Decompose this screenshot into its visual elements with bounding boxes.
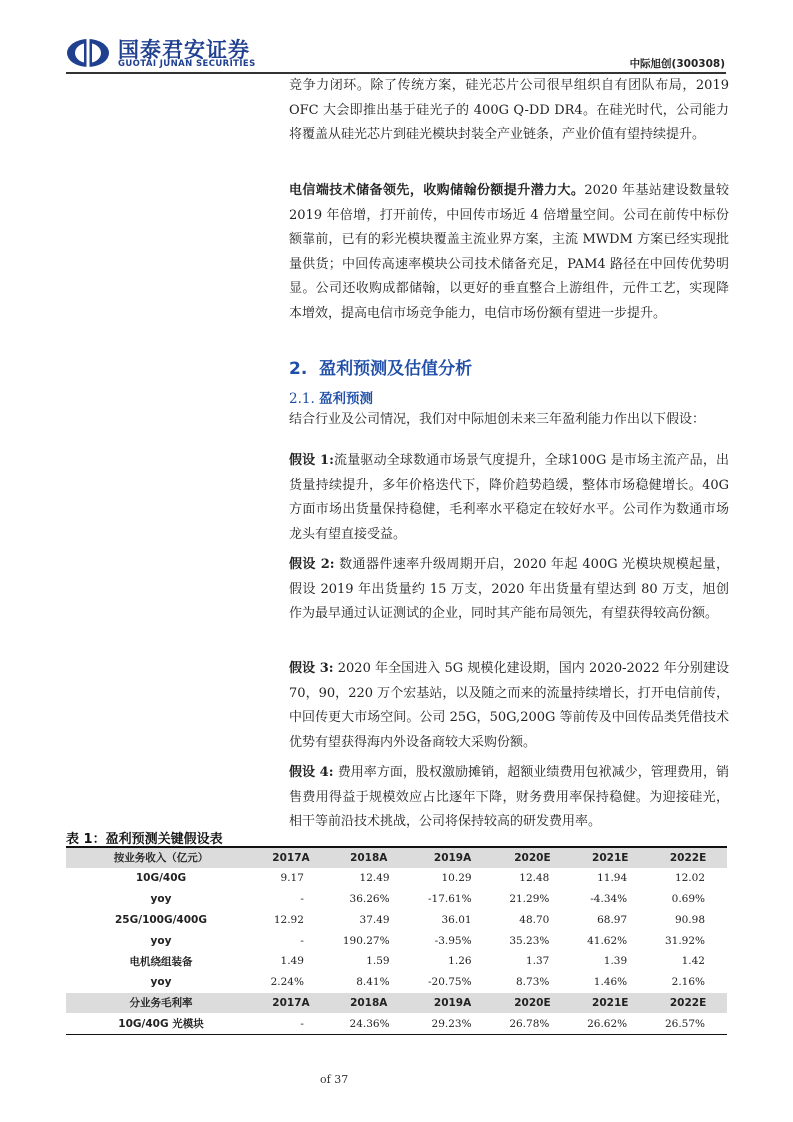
- table-cell: 41.62%: [587, 934, 628, 947]
- assumption-4-lead: 假设 4:: [289, 765, 334, 780]
- forecast-assumptions-table: [66, 846, 727, 1035]
- table-cell: 1.49: [280, 955, 304, 968]
- table-cell: 2018A: [326, 993, 412, 1014]
- table-cell: 2.16%: [671, 976, 705, 989]
- table-cell: 36.01: [441, 913, 472, 926]
- paragraph-intro: 结合行业及公司情况，我们对中际旭创未来三年盈利能力作出以下假设：: [289, 412, 706, 427]
- table-cell: 68.97: [597, 913, 628, 926]
- table-cell: 35.23%: [509, 934, 550, 947]
- table-cell: 26.78%: [494, 1013, 572, 1034]
- table-cell: -: [300, 892, 304, 905]
- table-cell: 31.92%: [664, 934, 705, 947]
- table-row: [66, 909, 727, 930]
- header-company-ticker: 中际旭创(300308): [629, 58, 725, 70]
- table-cell: 12.92: [273, 913, 304, 926]
- table-cell: 2018A: [326, 847, 412, 868]
- table-cell: 36.26%: [349, 892, 390, 905]
- section-title: [289, 354, 472, 379]
- table-row: [66, 1013, 727, 1034]
- paragraph-telecom: [289, 179, 729, 326]
- table-cell: 26.62%: [571, 1013, 649, 1034]
- logo-chinese-name: 国泰君安证券: [118, 38, 250, 62]
- table-cell: 190.27%: [342, 934, 390, 947]
- table-row: [66, 930, 727, 951]
- table-cell: 8.73%: [516, 976, 550, 989]
- table-cell: 2017A: [256, 993, 326, 1014]
- section-number: 2.: [289, 359, 308, 379]
- subsection-title-text: 盈利预测: [319, 391, 374, 407]
- table-cell: 1.26: [448, 955, 472, 968]
- table-cell: 2022E: [649, 993, 727, 1014]
- table-row-label: 10G/40G: [135, 872, 187, 885]
- table-cell: 29.23%: [412, 1013, 494, 1034]
- table-header-row: [66, 993, 727, 1014]
- table-cell: 2020E: [494, 847, 572, 868]
- table-cell: 37.49: [359, 913, 390, 926]
- assumption-2: [289, 553, 729, 627]
- subsection-number: 2.1.: [289, 391, 315, 407]
- table-cell: 26.57%: [649, 1013, 727, 1034]
- table-cell: 2022E: [649, 847, 727, 868]
- logo-english-name: GUOTAI JUNAN SECURITIES: [118, 59, 256, 69]
- table-cell: 2021E: [571, 847, 649, 868]
- table-cell: 2019A: [412, 847, 494, 868]
- table-cell: -: [256, 1013, 326, 1034]
- table-body: [66, 847, 727, 1034]
- paragraph-silicon-photonics: 竞争力闭环。除了传统方案，硅光芯片公司很早组织自有团队布局，2019 OFC 大会即推出基于硅光子的 400G Q-DD DR4。在硅光时代，公司能力将覆盖从硅光芯片到硅光模块封装全产业链条，产业价值有望持续提升。: [289, 78, 729, 142]
- table-cell: -4.34%: [590, 892, 628, 905]
- table-cell: 21.29%: [509, 892, 550, 905]
- assumption-1-body: 流量驱动全球数通市场景气度提升，全球100G 是市场主流产品，出货量持续提升，多年价格迭代下，降价趋势趋缓，整体市场稳健增长。40G 方面市场出货量保持稳健，毛利率水平稳定在较好水平。公司作为数通市场龙头有望直接受益。: [289, 453, 729, 542]
- assumption-3: [289, 657, 729, 755]
- table-row-label: 按业务收入（亿元）: [66, 847, 256, 868]
- table-cell: 8.41%: [356, 976, 390, 989]
- table-cell: 2021E: [571, 993, 649, 1014]
- table-cell: -17.61%: [427, 892, 472, 905]
- table-cell: 2.24%: [270, 976, 304, 989]
- table-cell: 1.46%: [593, 976, 628, 989]
- page-number: of 37: [320, 1073, 349, 1086]
- table-cell: 12.49: [359, 872, 390, 885]
- table-row-label: 25G/100G/400G: [115, 913, 207, 926]
- table-cell: 24.36%: [326, 1013, 412, 1034]
- table-header-row: [66, 847, 727, 868]
- table-cell: 1.42: [681, 955, 705, 968]
- table-caption: 表 1：盈利预测关键假设表: [66, 832, 223, 847]
- subsection-title: [289, 387, 373, 407]
- table-row: [66, 972, 727, 993]
- section-title-text: 盈利预测及估值分析: [319, 359, 473, 379]
- table-cell: 2019A: [412, 993, 494, 1014]
- table-row-label: yoy: [150, 976, 172, 989]
- table-cell: 48.70: [519, 913, 550, 926]
- guotai-junan-logo-icon: [66, 38, 110, 68]
- table-cell: 12.48: [519, 872, 550, 885]
- paragraph-telecom-body: 2020 年基站建设数量较 2019 年倍增，打开前传，中回传市场近 4 倍增量空间。公司在前传中标份额靠前，已有的彩光模块覆盖主流业界方案，主流 MWDM 方案已经实现批量供货；中回传高速率模块公司技术储备充足，PAM4 路径在中回传优势明显。公司还收购成都储翰，以更好的垂直整合上游组件，元件工艺，实现降本增效，提高电信市场竞争能力，电信市场份额有望进一步提升。: [289, 183, 729, 321]
- table-cell: 11.94: [597, 872, 628, 885]
- assumption-3-lead: 假设 3:: [289, 661, 334, 676]
- paragraph-telecom-lead: 电信端技术储备领先，收购储翰份额提升潜力大。: [289, 183, 585, 198]
- table-cell: 9.17: [280, 872, 304, 885]
- assumption-3-body: 2020 年全国进入 5G 规模化建设期，国内 2020-2022 年分别建设 70，90，220 万个宏基站，以及随之而来的流量持续增长，打开电信前传，中回传更大市场空间。公司 25G，50G,200G 等前传及中回传品类凭借技术优势有望获得海内外设备商较大采购份额。: [289, 661, 730, 750]
- table-cell: -3.95%: [434, 934, 472, 947]
- table-cell: 1.59: [366, 955, 390, 968]
- assumption-1: [289, 449, 729, 547]
- page-header: [0, 0, 793, 80]
- table-cell: -20.75%: [427, 976, 472, 989]
- table-cell: 2020E: [494, 993, 572, 1014]
- table-row-label: 分业务毛利率: [66, 993, 256, 1014]
- assumption-4: [289, 761, 729, 835]
- table-row: [66, 951, 727, 972]
- assumption-2-body: 数通器件速率升级周期开启，2020 年起 400G 光模块规模起量，假设 2019 年出货量约 15 万支，2020 年出货量有望达到 80 万支，旭创作为最早通过认证测试的企业，同时其产能布局领先，有望获得较高份额。: [289, 557, 729, 621]
- assumption-1-lead: 假设 1:: [289, 453, 334, 468]
- table-row: [66, 889, 727, 910]
- table-cell: 0.69%: [671, 892, 705, 905]
- table-cell: -: [300, 934, 304, 947]
- table-cell: 90.98: [674, 913, 705, 926]
- table-row-label: 10G/40G 光模块: [66, 1013, 256, 1034]
- table-cell: 12.02: [674, 872, 705, 885]
- table-row: [66, 868, 727, 889]
- table-row-label: yoy: [150, 892, 172, 905]
- table-row-label: 电机绕组装备: [129, 955, 193, 968]
- assumption-4-body: 费用率方面，股权激励摊销，超额业绩费用包袱减少，管理费用，销售费用得益于规模效应占比逐年下降，财务费用率保持稳健。为迎接硅光，相干等前沿技术挑战，公司将保持较高的研发费用率。: [289, 765, 729, 829]
- table-row-label: yoy: [150, 934, 172, 947]
- table-cell: 10.29: [441, 872, 472, 885]
- table-cell: 2017A: [256, 847, 326, 868]
- table-cell: 1.37: [525, 955, 550, 968]
- table-cell: 1.39: [603, 955, 628, 968]
- assumption-2-lead: 假设 2:: [289, 557, 335, 572]
